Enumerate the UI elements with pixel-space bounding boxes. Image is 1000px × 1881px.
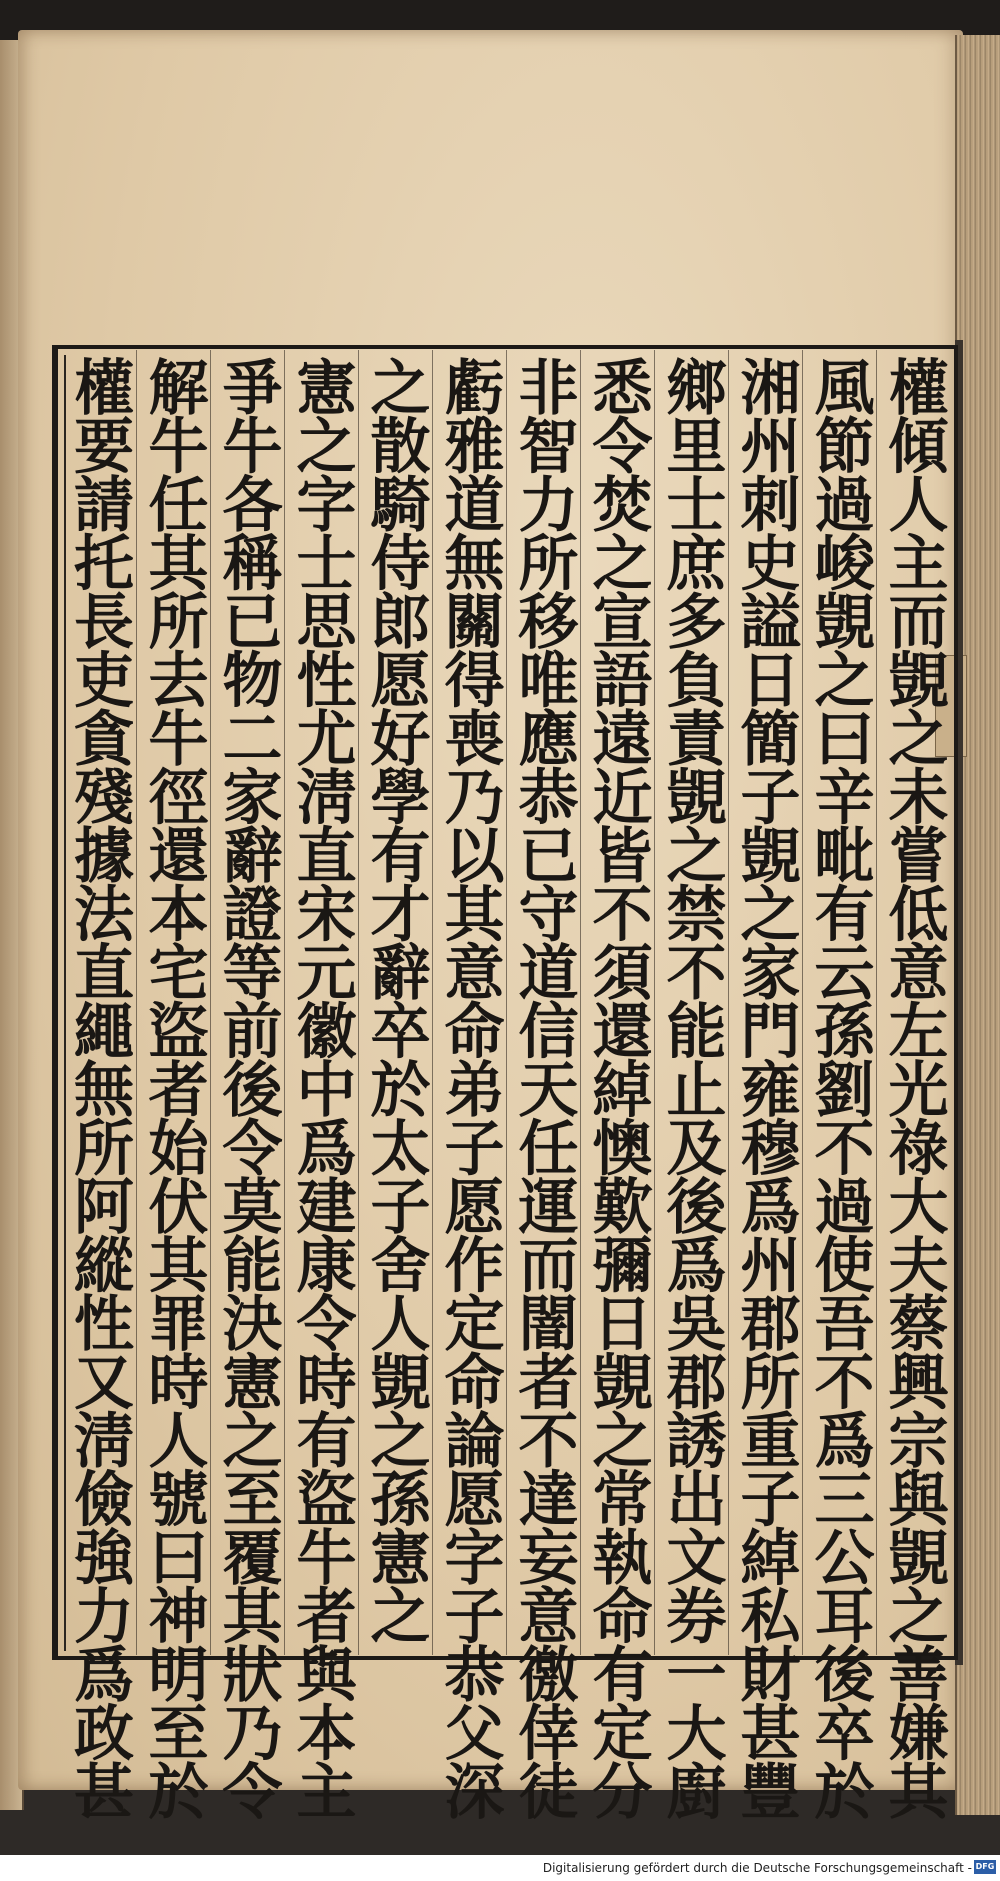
text-column-5: 悉令焚之宣語遠近皆不須還綽懊歎彌日覬之常執命有定分 xyxy=(580,350,654,1655)
text-column-12: 權要請托長吏貪殘據法直繩無所阿縱性又淸儉強力爲政甚 xyxy=(64,356,134,1819)
text-column-6: 非智力所移唯應恭已守道信天任運而闇者不達妄意徼倖徒 xyxy=(506,350,580,1655)
text-column-9: 憲之字士思性尤淸直宋元徽中爲建康令時有盜牛者與本主 xyxy=(284,350,358,1655)
vertical-text-block xyxy=(64,350,954,1819)
dfg-logo: DFG xyxy=(974,1860,996,1874)
text-column-11: 解牛任其所去牛徑還本宅盜者始伏其罪時人號曰神明至於 xyxy=(136,350,210,1655)
text-column-10: 爭牛各稱已物二家辭證等前後令莫能決憲之至覆其狀乃令 xyxy=(210,350,284,1655)
text-column-8: 之散騎侍郎愿好學有才辭卒於太子舍人覬之孫憲之 xyxy=(358,350,432,1655)
funding-credit: Digitalisierung gefördert durch die Deutsche Forschungsgemeinschaft - xyxy=(542,1861,972,1875)
text-column-2: 風節過峻覬之曰辛毗有云孫劉不過使吾不爲三公耳後卒於 xyxy=(802,350,876,1655)
text-column-7: 虧雅道無關得喪乃以其意命弟子愿作定命論愿字子恭父深 xyxy=(432,350,506,1655)
text-column-1: 權傾人主而覬之未嘗低意左光祿大夫蔡興宗與覬之善嫌其 xyxy=(876,350,950,1655)
text-column-3: 湘州刺史謚日簡子覬之家門雍穆爲州郡所重子綽私財甚豐 xyxy=(728,350,802,1655)
text-column-4: 鄉里士庶多負責覬之禁不能止及後爲吳郡誘出文券一大廚 xyxy=(654,350,728,1655)
